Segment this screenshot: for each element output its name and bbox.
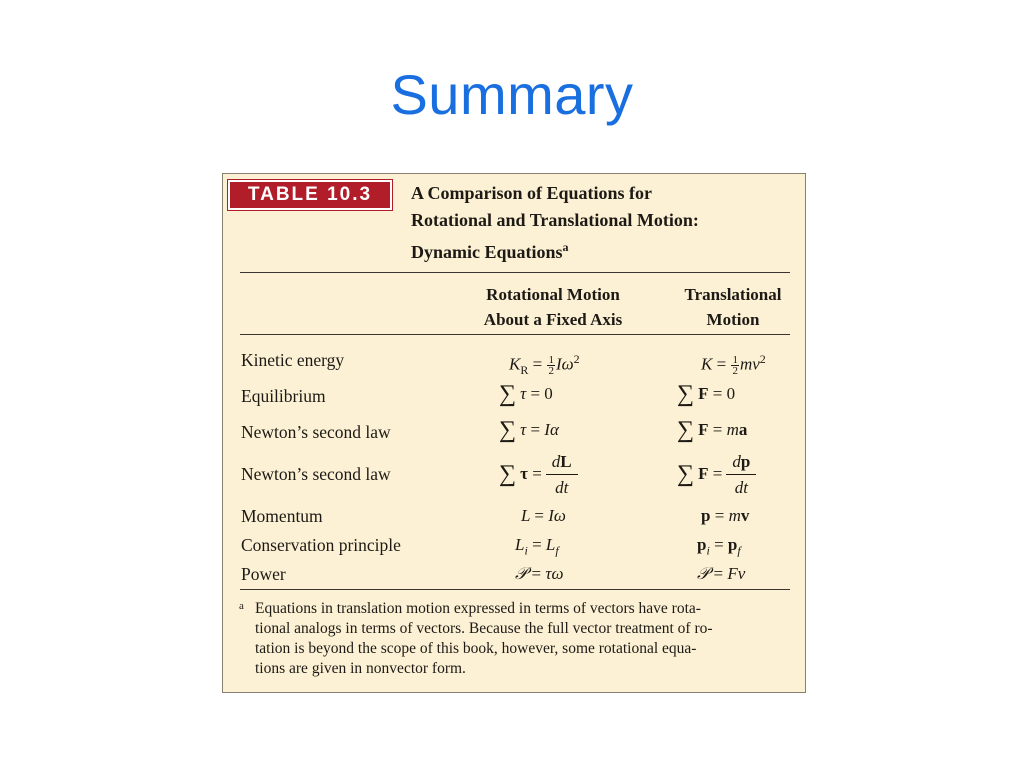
equation-rotational-power: 𝒫 = τω <box>515 564 564 583</box>
footnote-line: tation is beyond the scope of this book, however, some rotational equa- <box>255 640 697 657</box>
row-label-equilibrium: Equilibrium <box>241 386 326 406</box>
equation-translational-momentum-law: ∑ F = $\frac{dp}{dt}$ <box>677 451 756 499</box>
equation-translational-kinetic-energy: K = $\frac{1}{2}$ $mv^2$ <box>701 352 766 378</box>
header-rule <box>240 334 790 335</box>
footnote-line: tional analogs in terms of vectors. Because the full vector treatment of ro- <box>255 620 713 637</box>
footnote-line: Equations in translation motion expressed in terms of vectors have rota- <box>255 600 701 617</box>
equation-translational-equilibrium: ∑ F = 0 <box>677 381 736 407</box>
footnote-marker: a <box>239 600 244 612</box>
row-label-newtons-second-law: Newton’s second law <box>241 422 391 442</box>
column-header-line: Translational <box>684 285 782 304</box>
bottom-rule <box>240 589 790 590</box>
row-label-momentum: Momentum <box>241 506 323 526</box>
row-label-power: Power <box>241 564 286 584</box>
column-header-line: About a Fixed Axis <box>483 310 623 329</box>
table-caption <box>411 180 791 266</box>
equation-translational-momentum: p = mv <box>701 506 750 525</box>
caption-line: Rotational and Translational Motion: <box>411 210 699 230</box>
equation-rotational-kinetic-energy: $K_R$ = $\frac{1}{2}$ $I\omega^2$ <box>509 352 580 378</box>
equation-translational-power: 𝒫 = Fv <box>697 564 746 583</box>
footnote-text <box>255 599 791 679</box>
column-header-line: Motion <box>706 310 760 329</box>
table-badge: TABLE 10.3 <box>228 180 392 210</box>
slide-title: Summary <box>390 63 634 126</box>
table-footnote <box>239 599 791 679</box>
equation-translational-conservation: $p_i = p_f$ <box>697 535 741 558</box>
equations-table-card <box>222 173 806 693</box>
column-header-translational <box>668 282 798 332</box>
caption-line-text: Dynamic Equations <box>411 242 563 262</box>
caption-line <box>411 234 791 266</box>
equation-translational-newtons-law: ∑ F = ma <box>677 417 748 443</box>
equation-rotational-momentum: L = Iω <box>521 506 566 525</box>
row-label-kinetic-energy: Kinetic energy <box>241 350 345 370</box>
top-rule <box>240 272 790 273</box>
equation-rotational-conservation: $L_i = L_f$ <box>515 535 559 558</box>
column-header-line: Rotational Motion <box>486 285 620 304</box>
row-label-conservation-principle: Conservation principle <box>241 535 401 555</box>
equation-rotational-equilibrium: ∑ τ = 0 <box>499 381 553 407</box>
caption-footnote-marker: a <box>562 240 569 254</box>
column-header-rotational <box>463 282 643 332</box>
equation-rotational-newtons-law: ∑ τ = Iα <box>499 417 559 443</box>
caption-line: A Comparison of Equations for <box>411 183 653 203</box>
footnote-line: tions are given in nonvector form. <box>255 660 466 677</box>
row-label-newtons-second-law-momentum-form: Newton’s second law <box>241 464 391 484</box>
equation-rotational-angular-momentum-law: ∑ τ = $\frac{dL}{dt}$ <box>499 451 578 499</box>
